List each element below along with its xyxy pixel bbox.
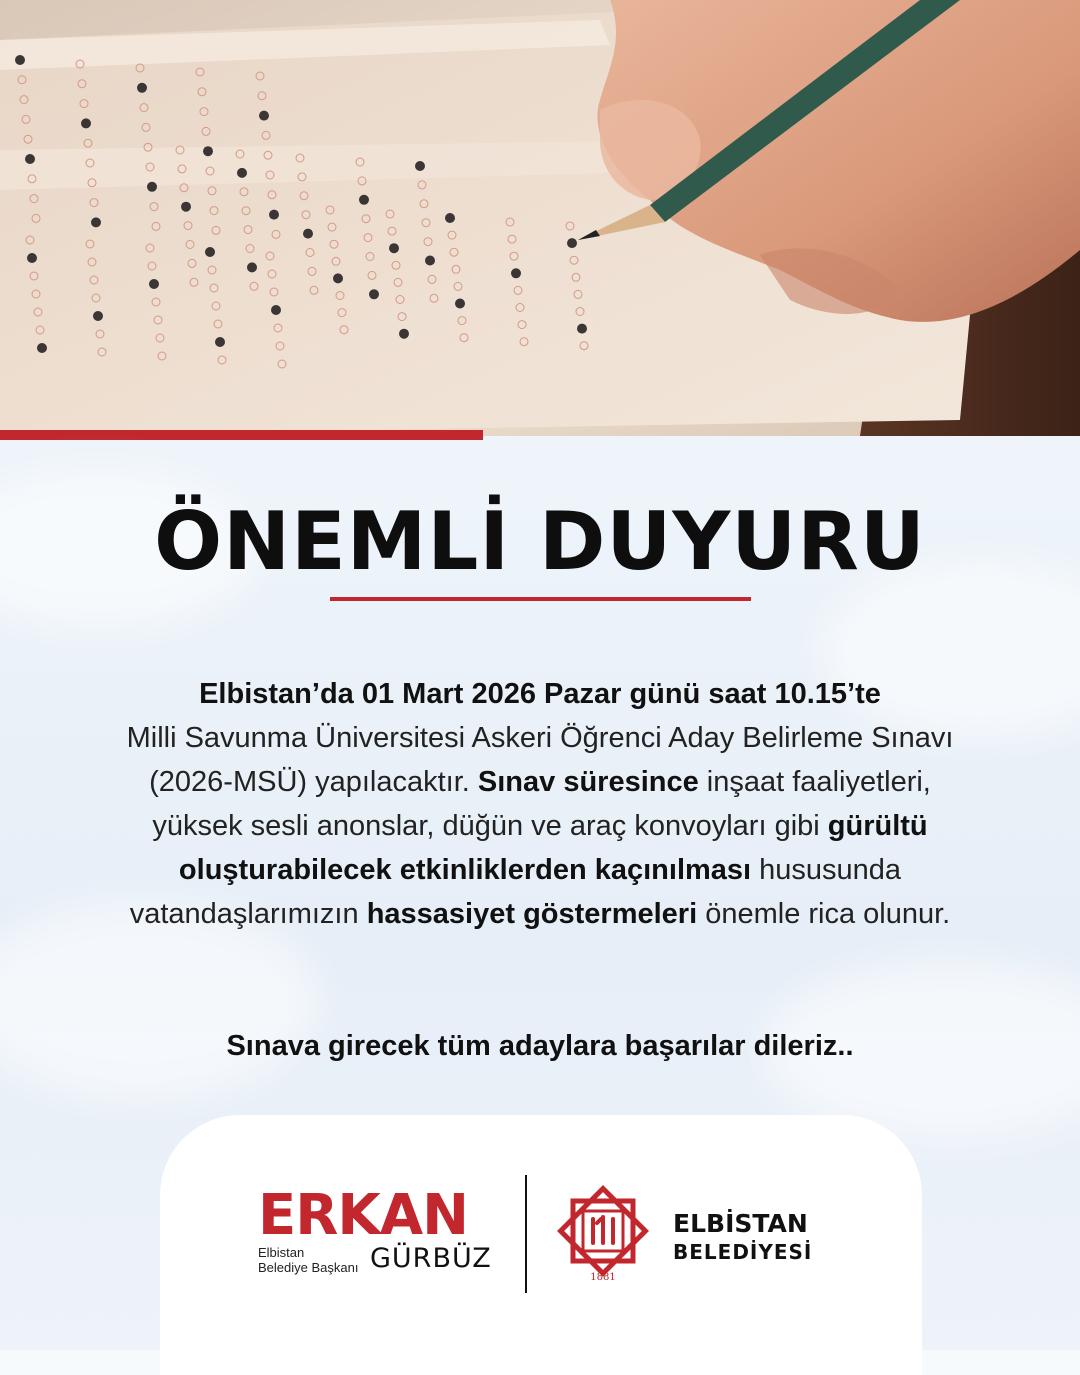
mayor-role-line1: Elbistan (258, 1245, 305, 1260)
emblem-year: 1881 (590, 1272, 616, 1283)
answer-bubble (511, 268, 521, 278)
answer-bubble (81, 118, 91, 128)
answer-bubble (425, 256, 435, 266)
body-text-e: hususunda vatandaşlarımızın (129, 854, 902, 930)
answer-bubble (15, 55, 25, 65)
exam-sheet-illustration (0, 0, 1080, 436)
answer-bubble (147, 182, 157, 192)
answer-bubble (333, 273, 343, 283)
municipality-name-line1: ELBİSTAN (673, 1209, 808, 1238)
answer-bubble (205, 247, 215, 257)
mayor-last-name: GÜRBÜZ (370, 1243, 492, 1274)
answer-bubble (37, 343, 47, 353)
answer-bubble (567, 238, 577, 248)
municipality-emblem-icon (553, 1183, 657, 1283)
answer-bubble (389, 243, 399, 253)
answer-bubble (445, 213, 455, 223)
body-text-b: Sınav süresince (477, 766, 699, 798)
body-text-f: hassasiyet göstermeleri (366, 898, 698, 930)
announcement-title: ÖNEMLİ DUYURU (154, 495, 926, 588)
announcement-body (100, 672, 980, 936)
mayor-role (258, 1245, 368, 1275)
answer-bubble (27, 253, 37, 263)
municipality-name-line2: BELEDİYESİ (673, 1240, 813, 1264)
answer-bubble (237, 168, 247, 178)
answer-bubble (399, 329, 409, 339)
answer-bubble (247, 262, 257, 272)
answer-bubble (91, 217, 101, 227)
answer-bubble (303, 229, 313, 239)
body-text-a: Milli Savunma Üniversitesi Askeri Öğrenci Aday Belirleme Sınavı (2026-MSÜ) yapılacaktır. (126, 722, 954, 798)
answer-bubble (455, 299, 465, 309)
title-underline (330, 597, 751, 601)
answer-bubble (369, 289, 379, 299)
body-text-g: önemle rica olunur. (697, 898, 951, 930)
answer-bubble (259, 111, 269, 121)
answer-bubble (137, 83, 147, 93)
mayor-role-line2: Belediye Başkanı (258, 1260, 359, 1275)
answer-bubble (577, 324, 587, 334)
body-date-line: Elbistan’da 01 Mart 2026 Pazar günü saat 10.15’te (199, 678, 881, 710)
body-text-c: inşaat faaliyetleri, yüksek sesli anonslar, düğün ve araç konvoyları gibi (152, 766, 931, 842)
mayor-first-name: ERKAN (258, 1183, 468, 1248)
answer-bubble (269, 210, 279, 220)
answer-bubble (181, 202, 191, 212)
answer-bubble (149, 279, 159, 289)
answer-bubble (215, 337, 225, 347)
answer-bubble (203, 146, 213, 156)
footer-divider (525, 1175, 527, 1293)
answer-bubble (359, 195, 369, 205)
answer-bubble (415, 161, 425, 171)
hero-photo (0, 0, 1080, 436)
hero-accent-bar (0, 430, 483, 440)
answer-bubble (25, 154, 35, 164)
closing-message: Sınava girecek tüm adaylara başarılar dileriz.. (226, 1030, 854, 1062)
answer-bubble (93, 311, 103, 321)
answer-bubble (271, 305, 281, 315)
body-text-d: gürültü oluşturabilecek etkinliklerden kaçınılması (178, 810, 928, 886)
